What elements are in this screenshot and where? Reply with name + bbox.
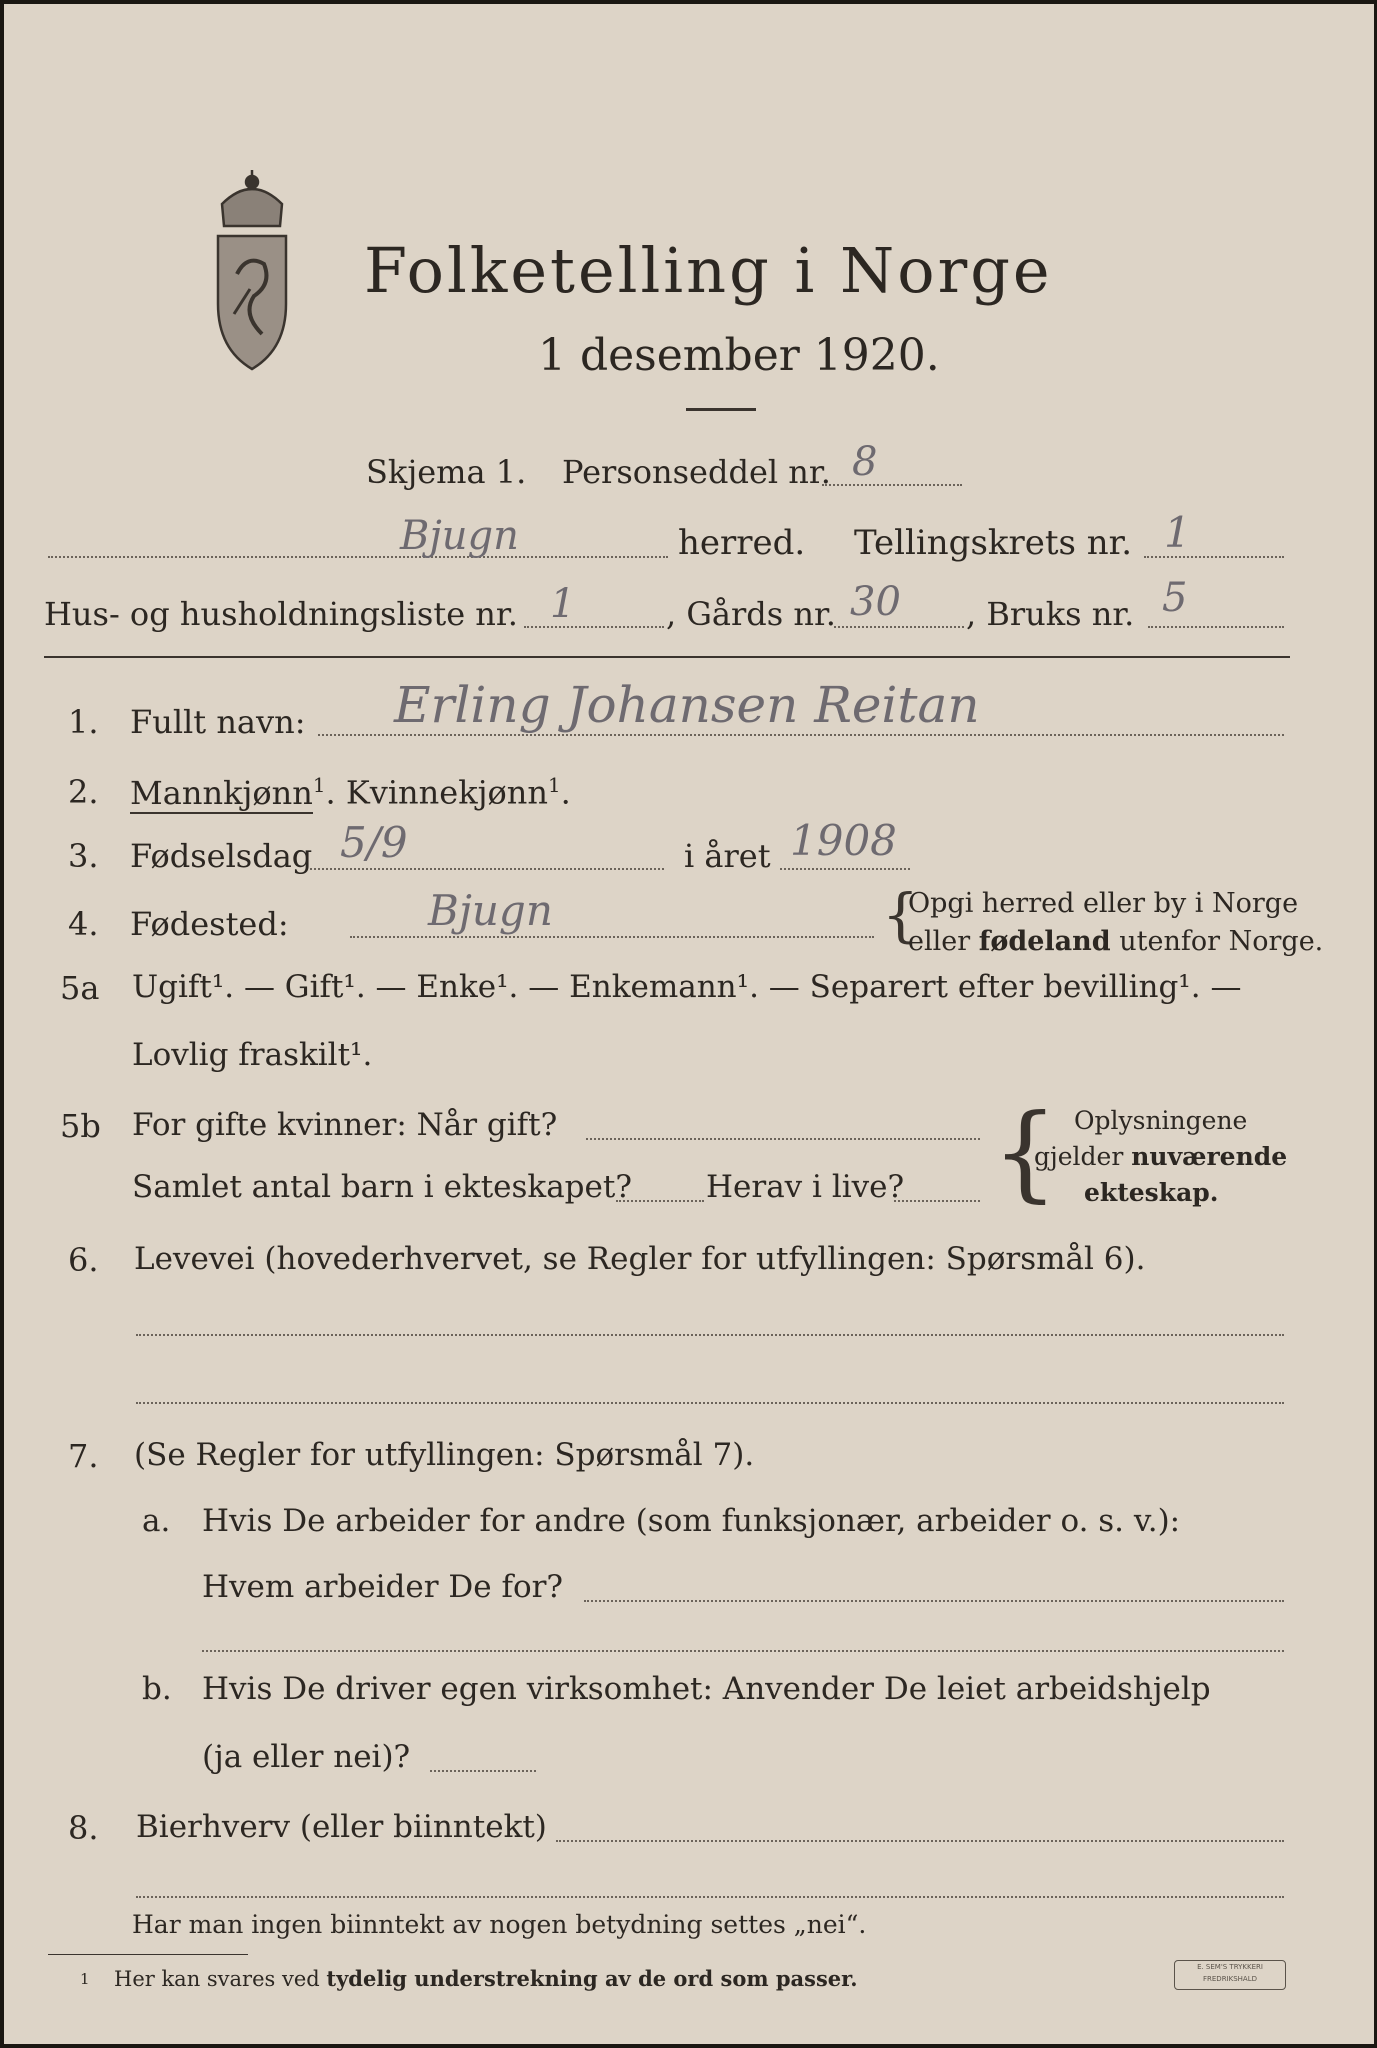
footnote-mark: 1 bbox=[80, 1970, 90, 1988]
q4-line bbox=[350, 936, 874, 938]
q6-line-1 bbox=[136, 1334, 1284, 1336]
husholdningsliste-value: 1 bbox=[550, 581, 576, 627]
q8-bierhverv: Bierhverv (eller biinntekt) bbox=[136, 1809, 547, 1845]
bruks-line bbox=[1148, 626, 1284, 628]
q1-line bbox=[318, 734, 1284, 736]
gards-value: 30 bbox=[850, 579, 901, 625]
q5b-naar-gift-line bbox=[586, 1138, 980, 1140]
q8-number: 8. bbox=[68, 1809, 99, 1847]
gards-line bbox=[834, 626, 964, 628]
printer-stamp-line2: FREDRIKSHALD bbox=[1202, 1975, 1257, 1983]
q8-line-1 bbox=[556, 1840, 1284, 1842]
q5a-fraskilt: Lovlig fraskilt¹. bbox=[132, 1037, 373, 1073]
q7b-ja-nei: (ja eller nei)? bbox=[202, 1739, 411, 1775]
herred-line bbox=[48, 556, 668, 558]
q7a-hvem: Hvem arbeider De for? bbox=[202, 1569, 564, 1605]
q7a-letter: a. bbox=[142, 1503, 171, 1539]
tellingskrets-value: 1 bbox=[1164, 508, 1191, 557]
q3-day-line bbox=[310, 868, 664, 870]
q7b-line1: Hvis De driver egen virksomhet: Anvender De leiet arbeidshjelp bbox=[202, 1671, 1211, 1707]
q8-line-2 bbox=[136, 1896, 1284, 1898]
q6-line-2 bbox=[136, 1402, 1284, 1404]
q5b-antal-barn-line bbox=[616, 1200, 704, 1202]
q2-female-dot: . bbox=[560, 773, 571, 812]
q7a-line-1 bbox=[584, 1600, 1284, 1602]
q7a-line1: Hvis De arbeider for andre (som funksjonær, arbeider o. s. v.): bbox=[202, 1503, 1181, 1539]
husholdningsliste-line bbox=[524, 626, 664, 628]
q7-text: (Se Regler for utfyllingen: Spørsmål 7). bbox=[134, 1437, 755, 1473]
q3-year-line bbox=[780, 868, 910, 870]
q8-note: Har man ingen biinntekt av nogen betydning settes „nei“. bbox=[132, 1910, 867, 1939]
q4-note-eller: eller bbox=[908, 926, 971, 957]
tellingskrets-label: Tellingskrets nr. bbox=[854, 523, 1133, 563]
footnote-text bbox=[114, 1968, 858, 1990]
q3-label: Fødselsdag bbox=[130, 837, 313, 875]
q4-note-fodeland: fødeland bbox=[978, 926, 1111, 957]
q3-number: 3. bbox=[68, 837, 99, 875]
q6-levevei: Levevei (hovederhvervet, se Regler for utfyllingen: Spørsmål 6). bbox=[134, 1241, 1146, 1277]
q1-full-name: Erling Johansen Reitan bbox=[394, 676, 980, 734]
q4-birthplace: Bjugn bbox=[428, 886, 553, 935]
q7-number: 7. bbox=[68, 1437, 99, 1475]
personseddel-value: 8 bbox=[852, 439, 878, 485]
q4-note-utenfor: utenfor Norge. bbox=[1119, 926, 1324, 957]
census-form-sheet bbox=[4, 4, 1374, 2044]
q3-year-value: 1908 bbox=[790, 816, 897, 865]
q2-number: 2. bbox=[68, 773, 99, 811]
form-date: 1 desember 1920. bbox=[538, 330, 940, 381]
header-divider bbox=[44, 656, 1290, 658]
q4-label: Fødested: bbox=[130, 905, 289, 943]
q4-brace: { bbox=[882, 881, 919, 949]
q2-female: Kvinnekjønn bbox=[345, 773, 548, 812]
q3-day-value: 5/9 bbox=[340, 818, 408, 867]
husholdningsliste-label: Hus- og husholdningsliste nr. bbox=[44, 595, 518, 633]
q5b-note-line2 bbox=[1034, 1144, 1287, 1169]
q2-male-dot: . bbox=[325, 773, 336, 812]
q7a-line-2 bbox=[202, 1650, 1284, 1652]
q5b-naar-gift: For gifte kvinner: Når gift? bbox=[132, 1107, 558, 1143]
bruks-value: 5 bbox=[1162, 575, 1188, 621]
q5b-antal-barn: Samlet antal barn i ekteskapet? bbox=[132, 1169, 632, 1205]
q5b-note-line3: ekteskap. bbox=[1084, 1178, 1219, 1207]
q4-number: 4. bbox=[68, 905, 99, 943]
q6-number: 6. bbox=[68, 1241, 99, 1279]
q7b-letter: b. bbox=[142, 1671, 172, 1707]
q5b-herav-line bbox=[894, 1200, 980, 1202]
title-divider bbox=[686, 408, 756, 411]
q5a-marital-options: Ugift¹. — Gift¹. — Enke¹. — Enkemann¹. — Separert efter bevilling¹. — bbox=[132, 969, 1242, 1005]
herred-label: herred. bbox=[678, 523, 806, 563]
personseddel-label: Personseddel nr. bbox=[562, 453, 831, 491]
q5b-herav-i-live: Herav i live? bbox=[706, 1169, 905, 1205]
printer-stamp-line1: E. SEM'S TRYKKERI bbox=[1197, 1963, 1263, 1971]
bruks-label: , Bruks nr. bbox=[966, 595, 1135, 633]
q5b-note-nuvaerende: nuværende bbox=[1131, 1142, 1288, 1171]
herred-value: Bjugn bbox=[400, 513, 519, 559]
q1-number: 1. bbox=[68, 703, 99, 741]
footnote-divider bbox=[48, 1954, 248, 1955]
q2-female-sup: 1 bbox=[548, 774, 561, 797]
footnote-text-a: Her kan svares ved bbox=[114, 1967, 320, 1991]
q7b-line bbox=[430, 1770, 536, 1772]
q4-note-line1: Opgi herred eller by i Norge bbox=[908, 888, 1299, 919]
q2-gender bbox=[130, 773, 571, 812]
q2-male-underlined: Mannkjønn bbox=[130, 773, 313, 812]
gards-label: , Gårds nr. bbox=[666, 595, 836, 633]
q5a-number: 5a bbox=[60, 969, 100, 1007]
printer-stamp bbox=[1174, 1960, 1286, 1990]
q5b-note-gjelder: gjelder bbox=[1034, 1142, 1124, 1171]
q5b-number: 5b bbox=[60, 1107, 101, 1145]
q5b-brace: { bbox=[992, 1091, 1059, 1213]
q2-male-sup: 1 bbox=[312, 774, 326, 797]
footnote-text-b: tydelig understrekning av de ord som passer. bbox=[326, 1966, 858, 1991]
skjema-label: Skjema 1. bbox=[366, 453, 527, 491]
q4-note-line2 bbox=[908, 928, 1323, 955]
q5b-note-line1: Oplysningene bbox=[1074, 1106, 1248, 1135]
q1-label: Fullt navn: bbox=[130, 703, 306, 741]
q3-year-label: i året bbox=[684, 837, 771, 875]
norwegian-coat-of-arms-icon bbox=[192, 164, 312, 374]
form-title: Folketelling i Norge bbox=[364, 234, 1053, 307]
personseddel-line bbox=[822, 484, 962, 486]
